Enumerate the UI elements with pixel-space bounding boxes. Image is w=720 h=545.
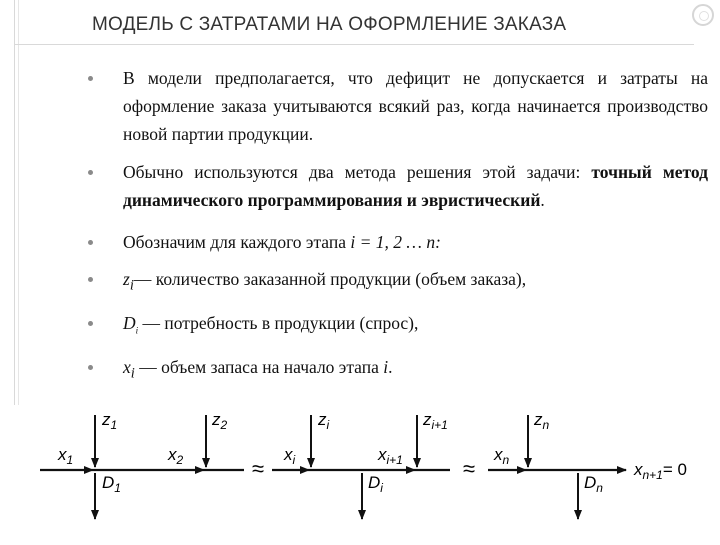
order-label: $z_{i+1}$ xyxy=(423,410,448,432)
break-symbol: ≈ xyxy=(462,456,476,481)
bullet-text: Обозначим для каждого этапа i = 1, 2 … n: xyxy=(123,232,441,252)
stock-label: $x_2$ xyxy=(168,445,184,467)
bullet-item xyxy=(88,64,708,148)
bullet-bold-text: точный метод динамического программирования и эвристический xyxy=(123,162,709,210)
bullet-text: $x_i$ — объем запаса на начало этапа i. xyxy=(123,357,393,382)
bullet-text: В модели предполагается, что дефицит не допускается и затраты на оформление заказа учитываются всякий раз, когда начинается производство новой партии продукции. xyxy=(123,68,708,144)
corner-ornament-icon xyxy=(692,4,714,26)
bullet-icon xyxy=(88,76,93,81)
stock-label: $x_n$ xyxy=(494,445,510,467)
final-stock-label: $x_{n+1}= 0$ xyxy=(634,460,687,482)
stock-label: $x_1$ xyxy=(58,445,74,467)
bullet-text: $z_i—$ количество заказанной продукции (объем заказа), xyxy=(123,269,527,294)
bullet-text: Обычно используются два метода решения этой задачи: точный метод динамического программирования и эвристический. xyxy=(123,162,709,210)
demand-label: $D_n$ xyxy=(584,473,603,495)
slide-title: МОДЕЛЬ С ЗАТРАТАМИ НА ОФОРМЛЕНИЕ ЗАКАЗА xyxy=(92,14,567,35)
bullet-item xyxy=(88,158,708,214)
inventory-stage-diagram xyxy=(22,403,720,540)
bullet-variable: i = 1, 2 … n: xyxy=(350,232,441,252)
stock-label: $x_{i+1}$ xyxy=(378,445,403,467)
bullet-icon xyxy=(88,365,93,370)
order-label: $z_n$ xyxy=(534,410,550,432)
demand-label: $D_i$ xyxy=(368,473,383,495)
bullet-item xyxy=(88,353,708,388)
bullet-list xyxy=(88,64,708,388)
bullet-icon xyxy=(88,321,93,326)
bullet-item xyxy=(88,265,708,300)
bullet-text: $D_i$ — потребность в продукции (спрос), xyxy=(123,312,419,335)
title-divider xyxy=(14,44,694,45)
order-label: $z_2$ xyxy=(212,410,228,432)
stock-label: $x_i$ xyxy=(284,445,296,467)
frame-vertical-line xyxy=(14,0,15,405)
bullet-icon xyxy=(88,277,93,282)
demand-label: $D_1$ xyxy=(102,473,121,495)
break-symbol: ≈ xyxy=(251,456,265,481)
order-label: $z_i$ xyxy=(318,410,330,432)
frame-vertical-line-inner xyxy=(18,0,19,405)
bullet-icon xyxy=(88,240,93,245)
bullet-icon xyxy=(88,170,93,175)
bullet-item xyxy=(88,309,708,345)
order-label: $z_1$ xyxy=(102,410,118,432)
bullet-item xyxy=(88,228,708,256)
